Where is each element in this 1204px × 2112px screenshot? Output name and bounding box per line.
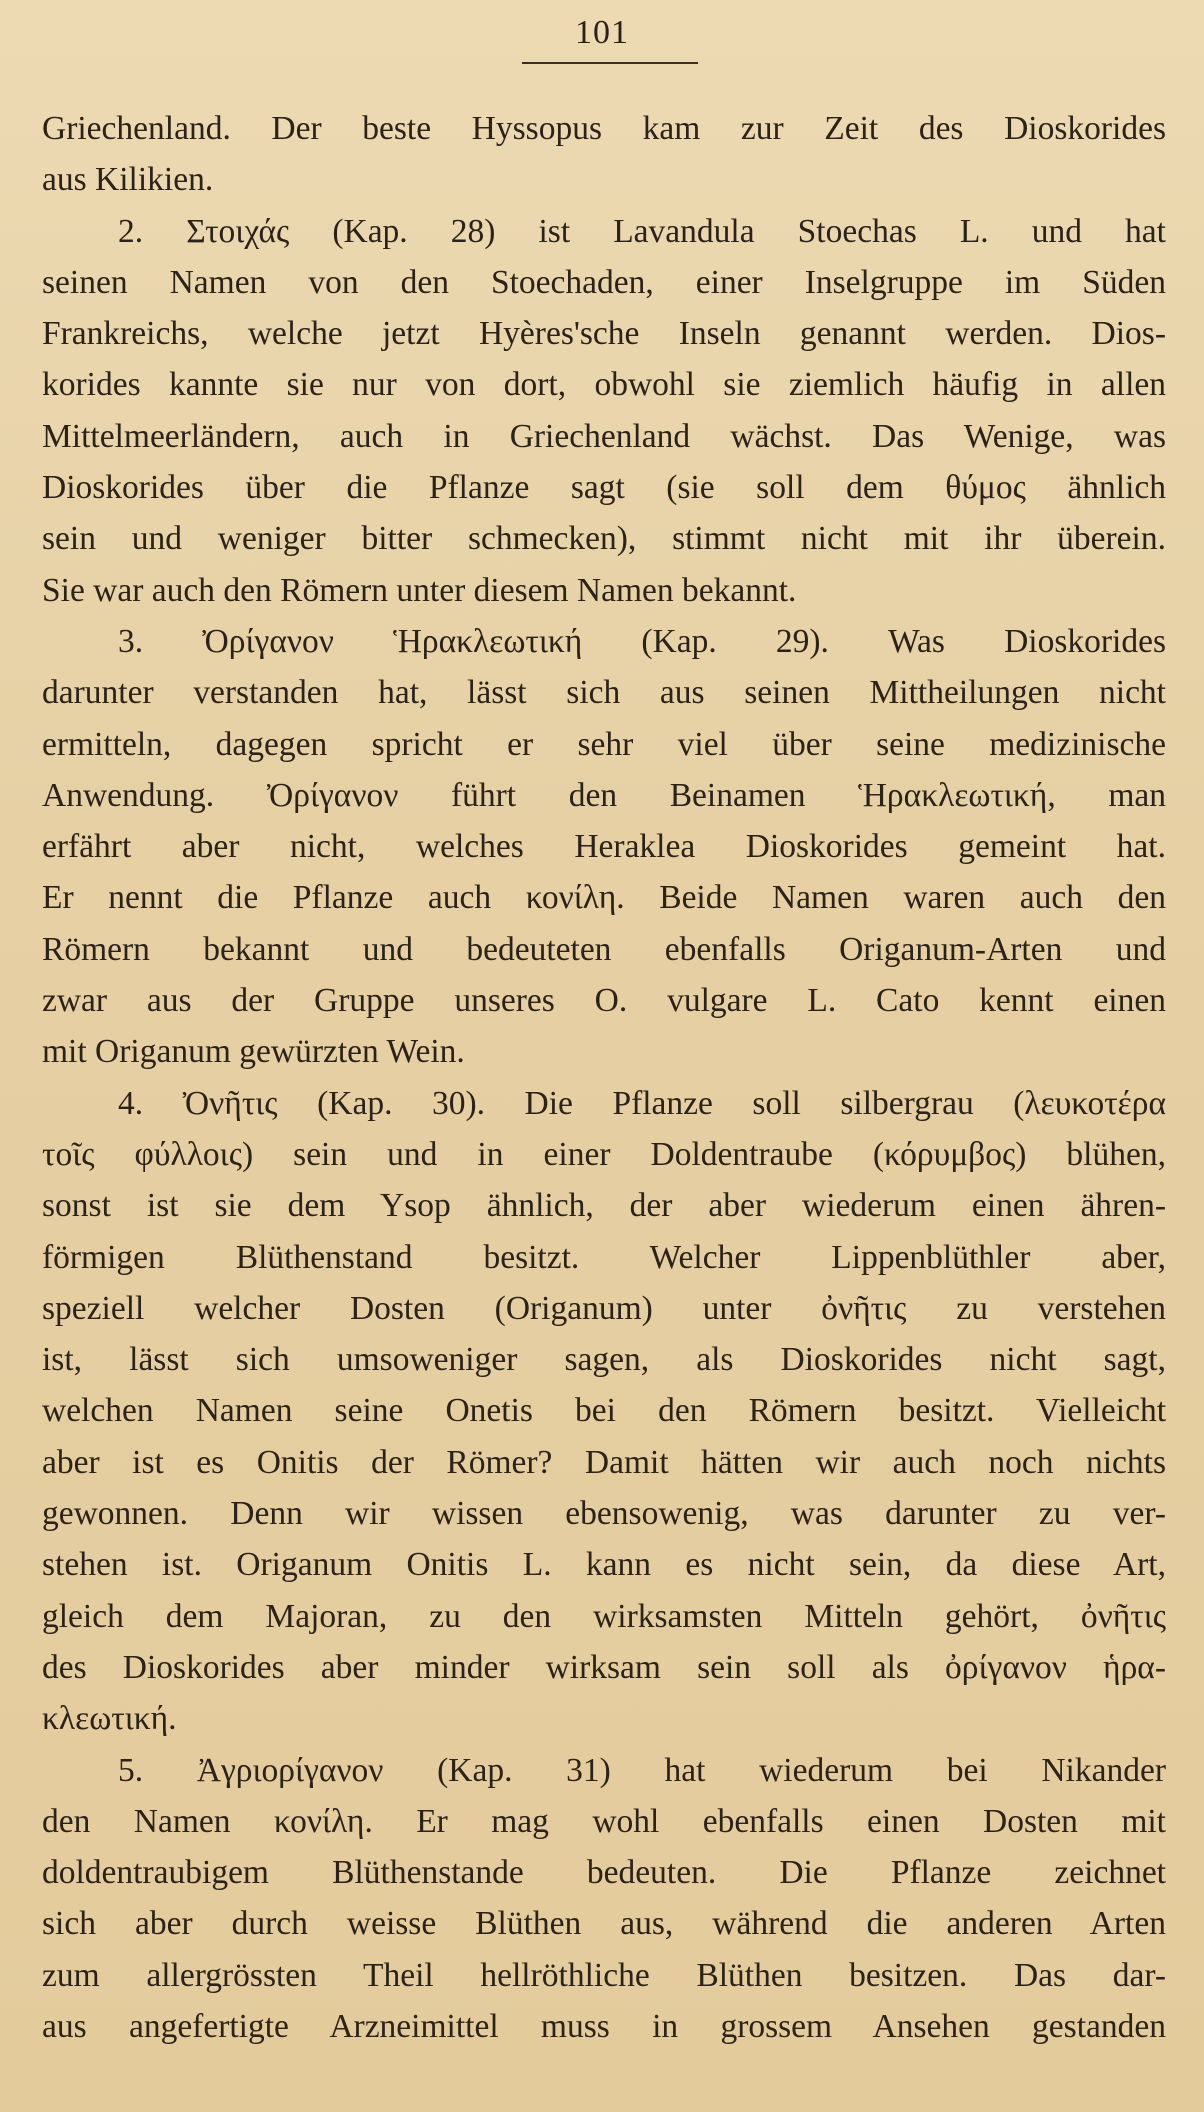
text-line: ermitteln, dagegen spricht er sehr viel über seine medizinische	[42, 725, 1166, 763]
text-line: aus Kilikien.	[42, 161, 214, 199]
text-line: zwar aus der Gruppe unseres O. vulgare L. Cato kennt einen	[42, 982, 1166, 1020]
text-line: sich aber durch weisse Blüthen aus, während die anderen Arten	[42, 1905, 1166, 1943]
text-line: Griechenland. Der beste Hyssopus kam zur Zeit des Dioskorides	[42, 110, 1166, 147]
text-line: mit Origanum gewürzten Wein.	[42, 1033, 465, 1071]
text-line: Er nennt die Pflanze auch κονίλη. Beide Namen waren auch den	[42, 879, 1166, 917]
text-line: darunter verstanden hat, lässt sich aus seinen Mittheilungen nicht	[42, 674, 1166, 712]
text-line: aber ist es Onitis der Römer? Damit hätten wir auch noch nichts	[42, 1443, 1166, 1481]
text-line: stehen ist. Origanum Onitis L. kann es nicht sein, da diese Art,	[42, 1546, 1166, 1584]
text-line: des Dioskorides aber minder wirksam sein soll als ὀρίγανον ἡρα-	[42, 1648, 1166, 1686]
text-line: sein und weniger bitter schmecken), stimmt nicht mit ihr überein.	[42, 520, 1166, 558]
text-line: 4. Ὀνῆτις (Kap. 30). Die Pflanze soll silbergrau (λευκοτέρα	[118, 1084, 1166, 1122]
page-number: 101	[575, 14, 629, 51]
text-line: 5. Ἀγριορίγανον (Kap. 31) hat wiederum bei Nikander	[118, 1751, 1166, 1789]
text-line: erfährt aber nicht, welches Heraklea Dioskorides gemeint hat.	[42, 828, 1166, 866]
text-line: welchen Namen seine Onetis bei den Römern besitzt. Vielleicht	[42, 1392, 1166, 1430]
text-line: Dioskorides über die Pflanze sagt (sie soll dem θύμος ähnlich	[42, 469, 1166, 507]
text-line: sonst ist sie dem Ysop ähnlich, der aber wiederum einen ähren-	[42, 1187, 1166, 1225]
text-line: Frankreichs, welche jetzt Hyères'sche Inseln genannt werden. Dios-	[42, 315, 1166, 353]
text-line: den Namen κονίλη. Er mag wohl ebenfalls einen Dosten mit	[42, 1802, 1166, 1840]
text-line: Mittelmeerländern, auch in Griechenland wächst. Das Wenige, was	[42, 417, 1166, 455]
text-line: förmigen Blüthenstand besitzt. Welcher Lippenblüthler aber,	[42, 1238, 1166, 1276]
text-line: zum allergrössten Theil hellröthliche Blüthen besitzen. Das dar-	[42, 1956, 1166, 1994]
text-line: 3. Ὀρίγανον Ἡρακλεωτική (Kap. 29). Was Dioskorides	[118, 622, 1166, 660]
text-line: κλεωτική.	[42, 1700, 177, 1738]
text-line: korides kannte sie nur von dort, obwohl sie ziemlich häufig in allen	[42, 366, 1166, 404]
text-line: Römern bekannt und bedeuteten ebenfalls Origanum-Arten und	[42, 930, 1166, 968]
text-line: speziell welcher Dosten (Origanum) unter ὀνῆτις zu verstehen	[42, 1289, 1166, 1327]
header-rule	[522, 62, 698, 64]
text-line: Sie war auch den Römern unter diesem Namen bekannt.	[42, 571, 797, 609]
text-line: τοῖς φύλλοις) sein und in einer Doldentraube (κόρυμβος) blühen,	[42, 1135, 1166, 1173]
text-line: gleich dem Majoran, zu den wirksamsten Mitteln gehört, ὀνῆτις	[42, 1597, 1166, 1635]
text-line: doldentraubigem Blüthenstande bedeuten. Die Pflanze zeichnet	[42, 1854, 1166, 1892]
page-header	[0, 14, 1204, 52]
text-line: ist, lässt sich umsoweniger sagen, als Dioskorides nicht sagt,	[42, 1341, 1166, 1379]
text-line: aus angefertigte Arzneimittel muss in grossem Ansehen gestanden	[42, 2007, 1166, 2045]
text-line: gewonnen. Denn wir wissen ebensowenig, was darunter zu ver-	[42, 1495, 1166, 1533]
text-line: 2. Στοιχάς (Kap. 28) ist Lavandula Stoechas L. und hat	[118, 212, 1166, 250]
text-line: seinen Namen von den Stoechaden, einer Inselgruppe im Süden	[42, 263, 1166, 301]
body-text	[42, 103, 1166, 2052]
text-line: Anwendung. Ὀρίγανον führt den Beinamen Ἡρακλεωτική, man	[42, 776, 1166, 814]
